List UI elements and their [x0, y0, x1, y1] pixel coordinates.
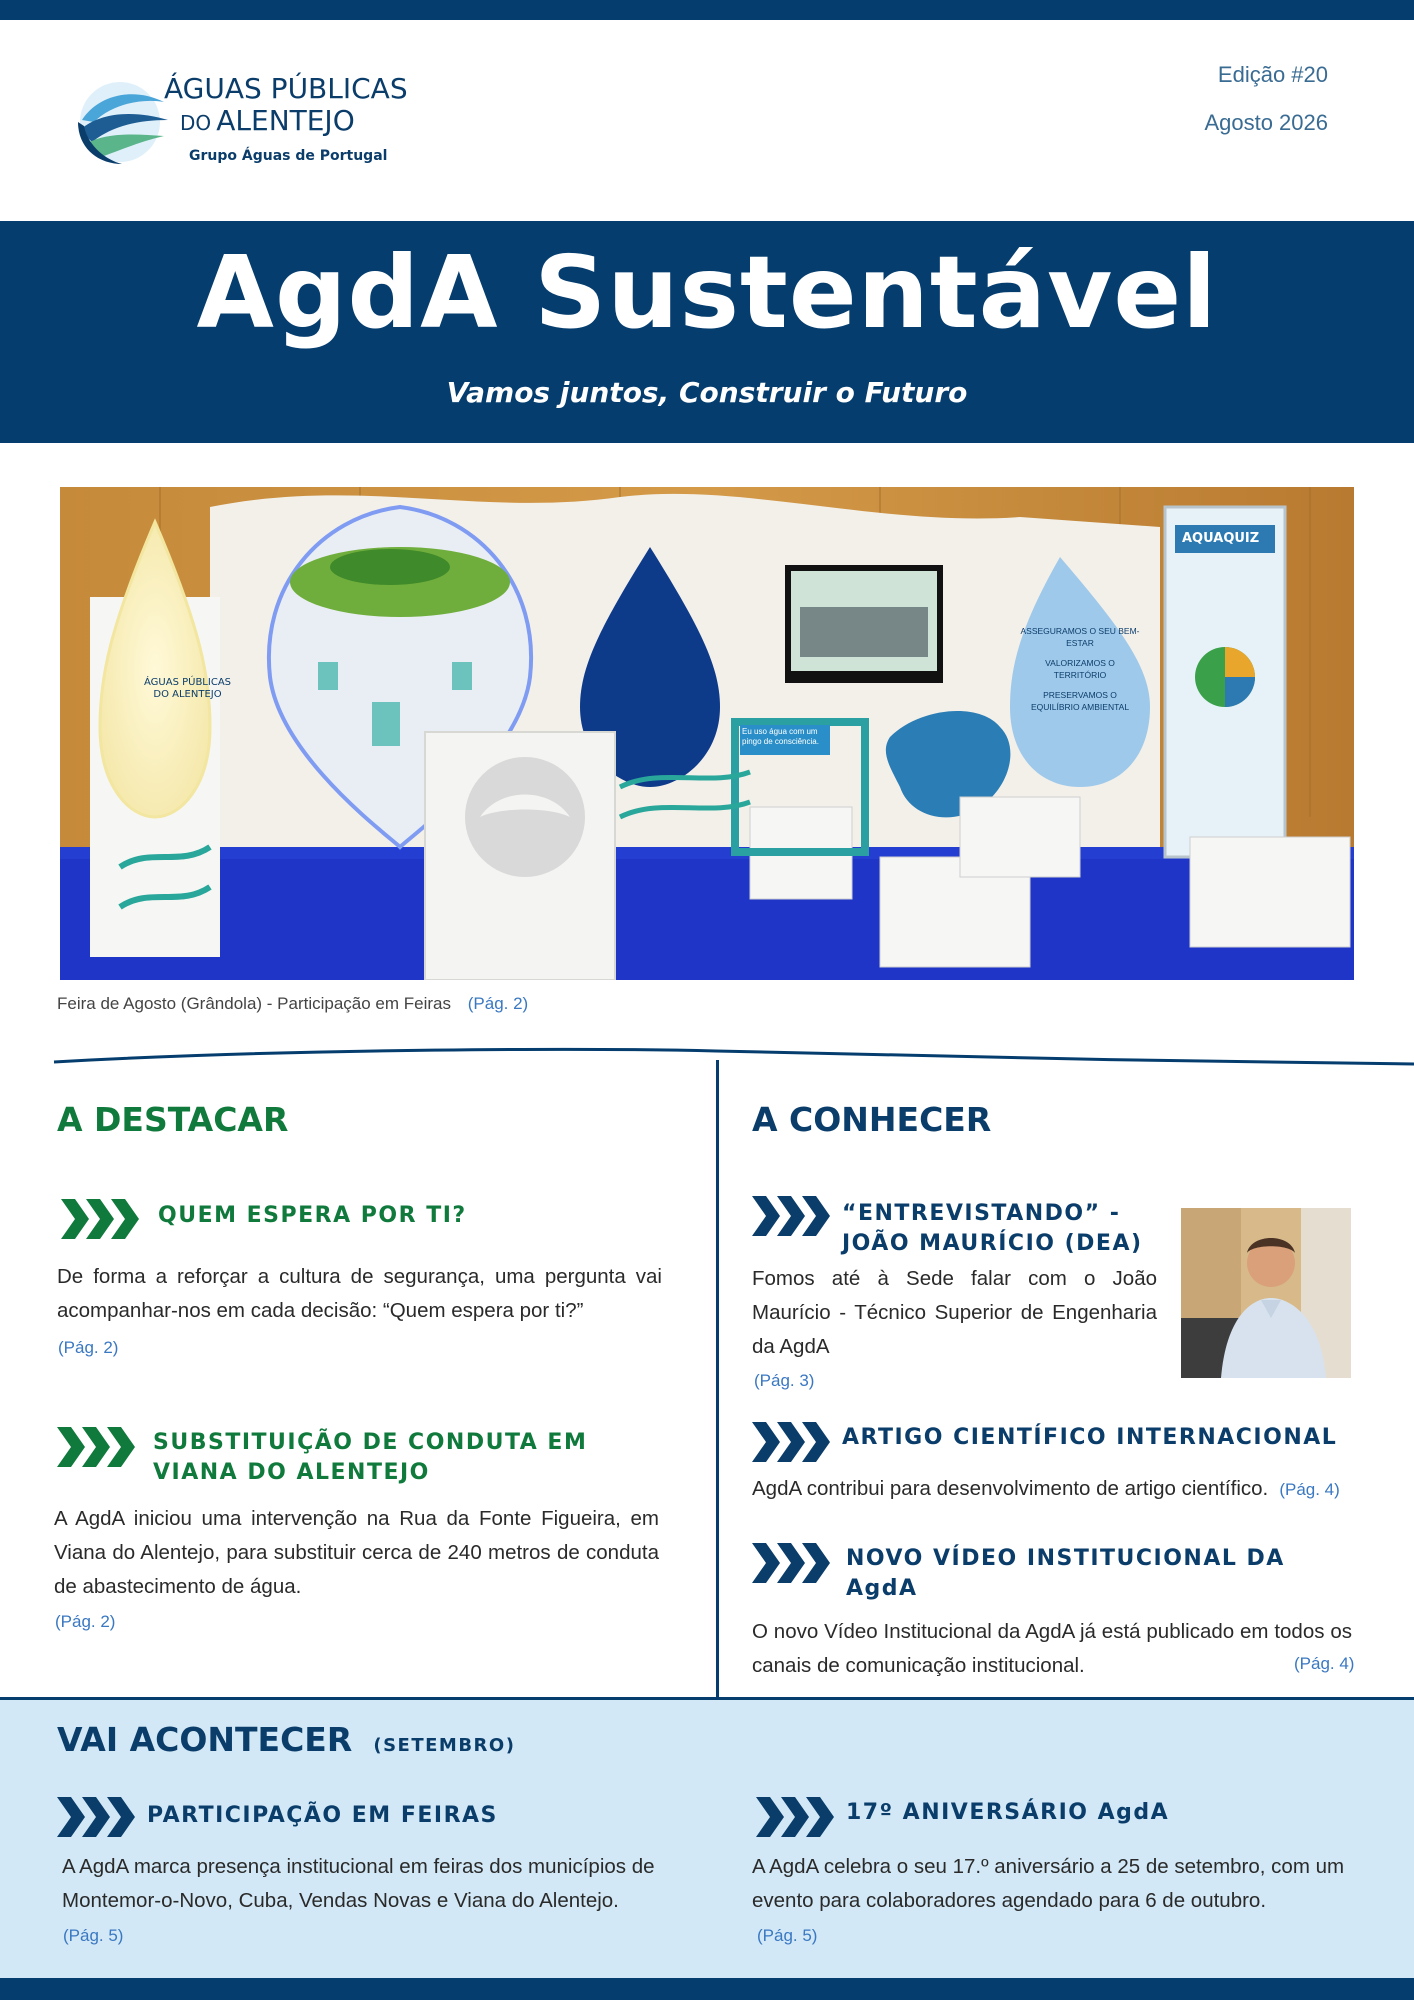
- item-page-link[interactable]: (Pág. 5): [63, 1926, 124, 1945]
- item-heading: [842, 1199, 1143, 1259]
- item-body: AgdA contribui para desenvolvimento de artigo científico.: [752, 1477, 1269, 1500]
- item-heading-line2: AgdA: [846, 1576, 918, 1601]
- edition-date: Agosto 2026: [1204, 110, 1328, 135]
- logo-prefix: DO: [180, 111, 212, 135]
- item-page-link[interactable]: (Pág. 4): [1279, 1480, 1340, 1499]
- chevron-arrows-icon: [61, 1199, 141, 1239]
- item-heading: [153, 1428, 587, 1488]
- hero-caption: [57, 994, 528, 1014]
- chevron-arrows-icon: [57, 1427, 137, 1467]
- item-heading: ARTIGO CIENTÍFICO INTERNACIONAL: [842, 1425, 1338, 1450]
- stand-logo-text: [144, 677, 231, 701]
- item-body: De forma a reforçar a cultura de segurança, uma pergunta vai acompanhar-nos em cada decisão: “Quem espera por ti?”: [57, 1265, 662, 1322]
- logo-group: Grupo Águas de Portugal: [189, 148, 388, 164]
- item-body: A AgdA marca presença institucional em feiras dos municípios de Montemor-o-Novo, Cuba, Vendas Novas e Viana do Alentejo.: [62, 1855, 655, 1912]
- interviewee-photo[interactable]: [1181, 1208, 1351, 1378]
- logo-title-line1: ÁGUAS PÚBLICAS: [164, 72, 408, 105]
- item-page-link[interactable]: (Pág. 2): [58, 1338, 119, 1357]
- hero-caption-text: Feira de Agosto (Grândola) - Participação em Feiras: [57, 994, 452, 1013]
- item-heading-line1: SUBSTITUIÇÃO DE CONDUTA EM: [153, 1430, 588, 1455]
- chevron-arrows-icon: [752, 1543, 832, 1583]
- drop-statement-1: ASSEGURAMOS O SEU BEM-ESTAR: [1020, 626, 1140, 648]
- item-heading: QUEM ESPERA POR TI?: [158, 1203, 467, 1228]
- company-logo[interactable]: [72, 70, 432, 170]
- stand-logo-line1: ÁGUAS PÚBLICAS: [144, 677, 232, 688]
- item-heading-line1: NOVO VÍDEO INSTITUCIONAL DA: [846, 1546, 1285, 1571]
- section-title-destacar: A DESTACAR: [57, 1100, 289, 1139]
- logo-title-line2: [180, 104, 355, 137]
- item-body-row: [752, 1472, 1362, 1506]
- item-heading-line2: JOÃO MAURÍCIO (DEA): [842, 1231, 1143, 1256]
- aquaquiz-title: AQUAQUIZ: [1182, 531, 1260, 546]
- item-body: A AgdA iniciou uma intervenção na Rua da Fonte Figueira, em Viana do Alentejo, para substituir cerca de 240 metros de conduta de abastecimento de água.: [54, 1507, 659, 1598]
- hero-page-link[interactable]: (Pág. 2): [467, 994, 529, 1013]
- item-heading-line1: “ENTREVISTANDO” -: [842, 1201, 1121, 1226]
- portrait-illustration: [1181, 1208, 1351, 1378]
- hero-photo[interactable]: [60, 487, 1354, 980]
- item-heading-line2: VIANA DO ALENTEJO: [153, 1460, 430, 1485]
- section-title-conhecer: A CONHECER: [752, 1100, 992, 1139]
- newsletter-subtitle: Vamos juntos, Construir o Futuro: [446, 376, 968, 409]
- water-wave-logo-icon: [72, 76, 172, 166]
- item-heading: PARTICIPAÇÃO EM FEIRAS: [147, 1803, 498, 1828]
- stand-logo-line2: DO ALENTEJO: [153, 689, 222, 700]
- item-heading: [846, 1544, 1285, 1604]
- item-page-link[interactable]: (Pág. 3): [754, 1371, 815, 1390]
- top-bar: [0, 0, 1414, 20]
- column-divider: [716, 1060, 719, 1698]
- item-page-link[interactable]: (Pág. 5): [757, 1926, 818, 1945]
- section-divider: [0, 1040, 1414, 1070]
- exhibition-stand-illustration: [60, 487, 1354, 980]
- newsletter-title: AgdA Sustentável: [196, 234, 1218, 351]
- drop-statements: [1018, 625, 1142, 713]
- item-page-link[interactable]: (Pág. 2): [55, 1612, 116, 1631]
- item-heading: 17º ANIVERSÁRIO AgdA: [846, 1800, 1170, 1825]
- item-body: Fomos até à Sede falar com o João Maurício - Técnico Superior de Engenharia da AgdA: [752, 1267, 1157, 1358]
- panel-text: Eu uso água com um pingo de consciência.: [742, 727, 819, 746]
- item-body: O novo Vídeo Institucional da AgdA já está publicado em todos os canais de comunicação institucional.: [752, 1620, 1352, 1677]
- logo-region: ALENTEJO: [216, 104, 355, 137]
- drop-statement-2: VALORIZAMOS O TERRITÓRIO: [1045, 658, 1115, 680]
- chevron-arrows-icon: [752, 1196, 832, 1236]
- edition-number: Edição #20: [1217, 62, 1328, 87]
- section-title-text: VAI ACONTECER: [57, 1720, 353, 1759]
- chevron-arrows-icon: [756, 1797, 836, 1837]
- chevron-arrows-icon: [752, 1422, 832, 1462]
- section-month: (SETEMBRO): [373, 1735, 516, 1756]
- item-body: A AgdA celebra o seu 17.º aniversário a 25 de setembro, com um evento para colaboradores agendado para 6 de outubro.: [752, 1855, 1345, 1912]
- bottom-bar: [0, 1978, 1414, 2000]
- section-title-vai-acontecer: [57, 1720, 515, 1759]
- item-page-link[interactable]: (Pág. 4): [1294, 1654, 1355, 1673]
- drop-statement-3: PRESERVAMOS O EQUILÍBRIO AMBIENTAL: [1030, 690, 1130, 712]
- chevron-arrows-icon: [57, 1797, 137, 1837]
